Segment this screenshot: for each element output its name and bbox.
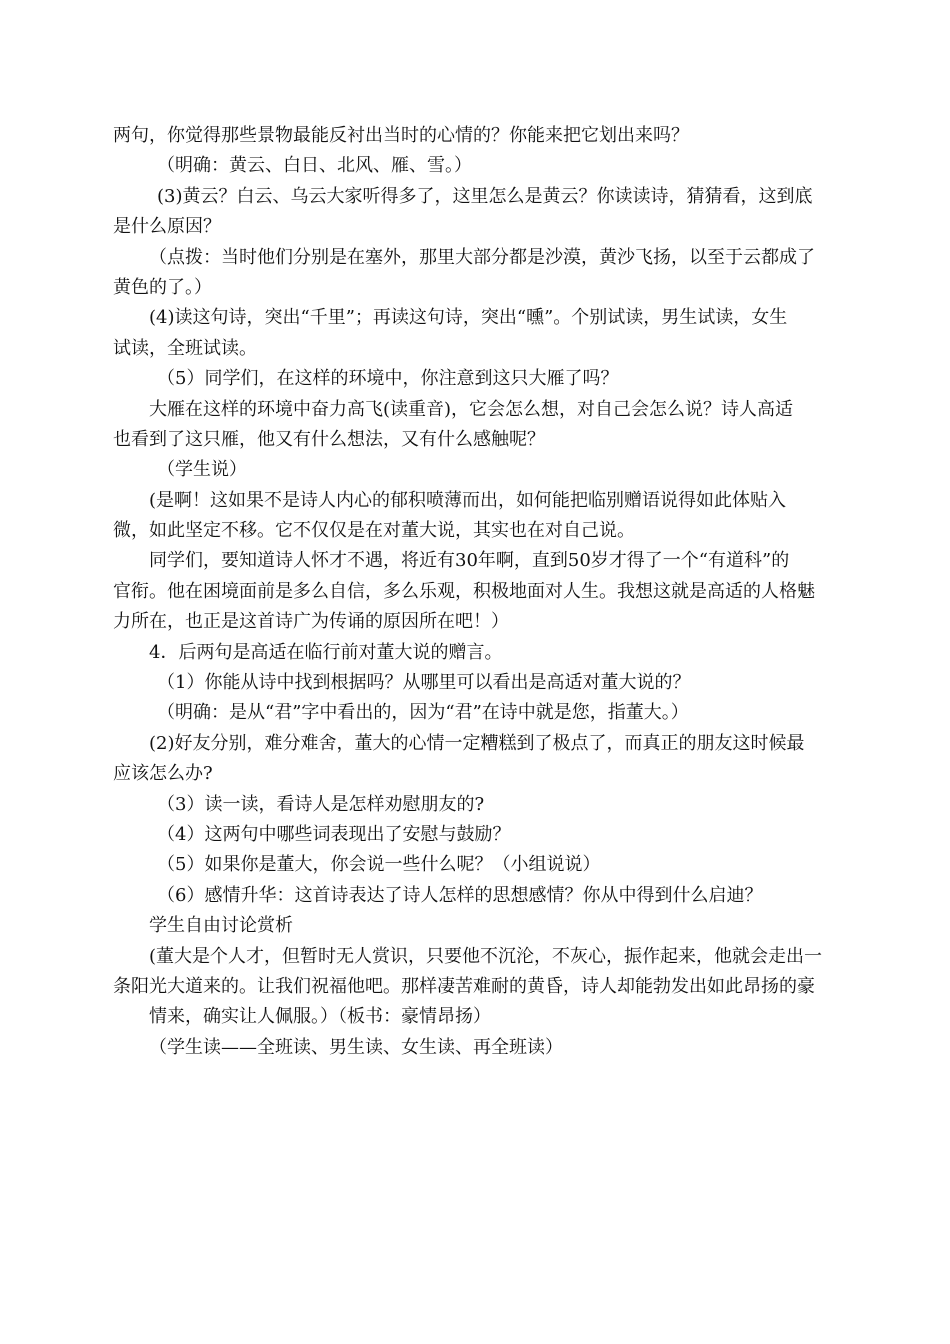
text-line: (4)读这句诗，突出“千里”；再读这句诗，突出“曛”。个别试读，男生试读，女生: [149, 307, 788, 329]
text-line: （点拨：当时他们分别是在塞外，那里大部分都是沙漠，黄沙飞扬，以至于云都成了: [149, 246, 815, 268]
text-line: 两句，你觉得那些景物最能反衬出当时的心情的？你能来把它划出来吗？: [113, 125, 689, 146]
text-line: （明确：黄云、白日、北风、雁、雪。）: [157, 155, 472, 177]
text-line: 学生自由讨论赏析: [149, 915, 293, 937]
text-line: （6）感情升华：这首诗表达了诗人怎样的思想感情？你从中得到什么启迪？: [157, 884, 763, 906]
text-line: 条阳光大道来的。让我们祝福他吧。那样凄苦难耐的黄昏，诗人却能勃发出如此昂扬的豪: [113, 975, 815, 997]
text-line: (3)黄云？白云、乌云大家听得多了，这里怎么是黄云？你读读诗，猜猜看，这到底: [157, 185, 813, 207]
text-line: 是什么原因？: [113, 216, 221, 238]
text-line: （学生读——全班读、男生读、女生读、再全班读）: [149, 1036, 563, 1058]
text-line: （5）同学们，在这样的环境中，你注意到这只大雁了吗？: [157, 368, 619, 390]
text-line: 4．后两句是高适在临行前对董大说的赠言。: [149, 641, 503, 663]
text-line: 也看到了这只雁，他又有什么想法，又有什么感触呢？: [113, 428, 545, 450]
text-line: （5）如果你是董大，你会说一些什么呢？（小组说说）: [157, 854, 601, 876]
text-line: 大雁在这样的环境中奋力高飞(读重音)，它会怎么想，对自己会怎么说？诗人高适: [149, 398, 794, 420]
text-line: 黄色的了。）: [113, 276, 212, 298]
text-line: （4）这两句中哪些词表现出了安慰与鼓励？: [157, 823, 511, 845]
text-line: 同学们，要知道诗人怀才不遇，将近有30年啊，直到50岁才得了一个“有道科”的: [149, 550, 790, 572]
text-line: 情来，确实让人佩服。）（板书：豪情昂扬）: [149, 1006, 491, 1028]
text-line: （1）你能从诗中找到根据吗？从哪里可以看出是高适对董大说的？: [157, 672, 691, 694]
text-line: 微，如此坚定不移。它不仅仅是在对董大说，其实也在对自己说。: [113, 520, 635, 542]
text-line: （明确：是从“君”字中看出的，因为“君”在诗中就是您，指董大。）: [157, 702, 689, 724]
document-body: [113, 121, 841, 1063]
text-line: （3）读一读，看诗人是怎样劝慰朋友的?: [157, 793, 485, 815]
text-line: （学生说）: [157, 459, 247, 481]
text-line: 官衔。他在困境面前是多么自信，多么乐观，积极地面对人生。我想这就是高适的人格魅: [113, 580, 815, 602]
text-line: 试读，全班试读。: [113, 337, 257, 359]
text-line: (2)好友分别，难分难舍，董大的心情一定糟糕到了极点了，而真正的朋友这时候最: [149, 732, 805, 754]
text-line: (董大是个人才，但暂时无人赏识，只要他不沉沦，不灰心，振作起来，他就会走出一: [149, 945, 823, 967]
text-line: 应该怎么办?: [113, 763, 213, 785]
text-line: 力所在，也正是这首诗广为传诵的原因所在吧！）: [113, 611, 509, 633]
text-line: (是啊！这如果不是诗人内心的郁积喷薄而出，如何能把临别赠语说得如此体贴入: [149, 489, 787, 511]
